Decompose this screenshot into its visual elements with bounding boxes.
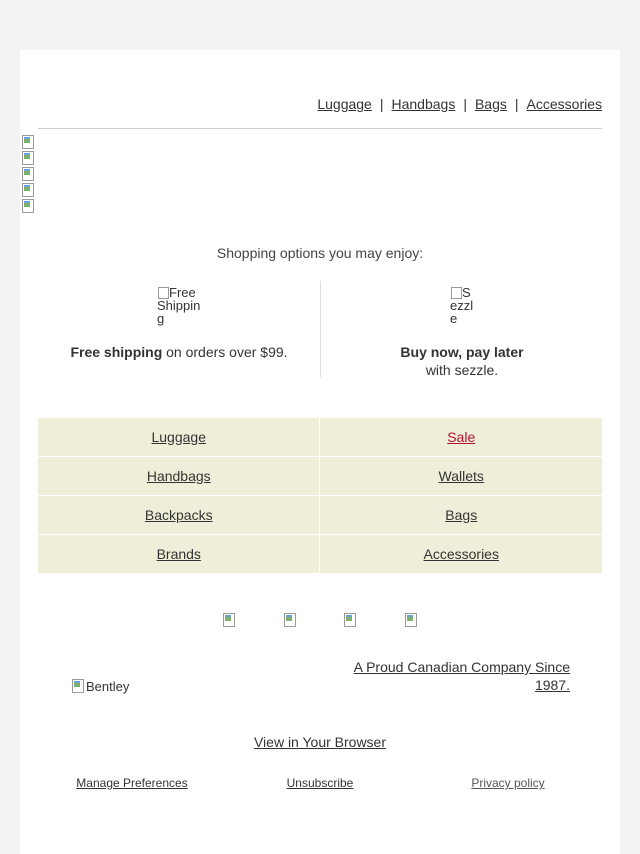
category-cell bbox=[38, 496, 320, 535]
social-icon[interactable] bbox=[221, 612, 237, 628]
social-links bbox=[20, 612, 620, 633]
broken-image-icon[interactable] bbox=[20, 150, 36, 166]
email-card bbox=[20, 50, 620, 854]
sezzle-option bbox=[320, 281, 603, 377]
category-cell bbox=[320, 535, 602, 574]
social-icon[interactable] bbox=[342, 612, 358, 628]
category-cell bbox=[320, 496, 602, 535]
category-sale[interactable]: Sale bbox=[447, 429, 476, 445]
divider bbox=[38, 128, 602, 129]
social-icon[interactable] bbox=[403, 612, 419, 628]
category-cell bbox=[320, 418, 602, 457]
manage-preferences-link[interactable]: Manage Preferences bbox=[76, 776, 188, 790]
nav-bags[interactable]: Bags bbox=[474, 96, 507, 112]
category-handbags[interactable]: Handbags bbox=[146, 468, 211, 484]
broken-image-icon[interactable] bbox=[20, 166, 36, 182]
sezzle-image bbox=[450, 286, 474, 326]
nav-separator: | bbox=[514, 96, 519, 112]
category-wallets[interactable]: Wallets bbox=[438, 468, 484, 484]
privacy-policy-link[interactable]: Privacy policy bbox=[471, 776, 545, 790]
banner-images bbox=[20, 134, 36, 214]
free-shipping-image-alt: Free Shipping bbox=[157, 286, 201, 326]
footer-links bbox=[20, 776, 620, 792]
view-in-browser-link[interactable]: View in Your Browser bbox=[253, 734, 387, 750]
nav-handbags[interactable]: Handbags bbox=[391, 96, 456, 112]
broken-image-icon[interactable] bbox=[20, 198, 36, 214]
broken-image-icon[interactable] bbox=[20, 134, 36, 150]
broken-image-icon bbox=[157, 286, 169, 298]
category-accessories[interactable]: Accessories bbox=[423, 546, 499, 562]
sezzle-image-alt: Sezzle bbox=[450, 286, 474, 326]
bentley-logo[interactable] bbox=[70, 678, 129, 695]
category-cell bbox=[38, 418, 320, 457]
sezzle-text bbox=[321, 343, 603, 379]
free-shipping-bold: Free shipping bbox=[70, 344, 163, 360]
broken-image-icon bbox=[450, 286, 462, 298]
nav-separator: | bbox=[379, 96, 384, 112]
broken-image-icon bbox=[70, 678, 86, 694]
sezzle-bold: Buy now, pay later bbox=[400, 344, 524, 360]
proud-canadian-link[interactable]: A Proud Canadian Company Since 1987. bbox=[353, 659, 570, 693]
nav-luggage[interactable]: Luggage bbox=[317, 96, 372, 112]
category-bags[interactable]: Bags bbox=[445, 507, 478, 523]
shopping-options bbox=[38, 281, 602, 377]
category-brands[interactable]: Brands bbox=[156, 546, 201, 562]
free-shipping-option bbox=[38, 281, 320, 377]
category-cell bbox=[38, 457, 320, 496]
view-in-browser bbox=[20, 733, 620, 751]
unsubscribe-link[interactable]: Unsubscribe bbox=[286, 776, 354, 790]
free-shipping-image bbox=[157, 286, 201, 326]
category-cell bbox=[38, 535, 320, 574]
bentley-logo-alt: Bentley bbox=[86, 679, 130, 694]
nav-separator: | bbox=[463, 96, 467, 112]
sezzle-detail: with sezzle. bbox=[425, 362, 499, 378]
category-backpacks[interactable]: Backpacks bbox=[144, 507, 213, 523]
social-icon[interactable] bbox=[282, 612, 298, 628]
free-shipping-detail: on orders over $99. bbox=[162, 344, 288, 360]
brand-row bbox=[70, 658, 570, 698]
category-grid bbox=[38, 417, 602, 574]
top-nav bbox=[20, 95, 602, 113]
free-shipping-text bbox=[38, 343, 320, 361]
category-cell bbox=[320, 457, 602, 496]
broken-image-icon[interactable] bbox=[20, 182, 36, 198]
shopping-options-title: Shopping options you may enjoy: bbox=[216, 245, 424, 261]
category-luggage[interactable]: Luggage bbox=[151, 429, 206, 445]
nav-accessories[interactable]: Accessories bbox=[526, 96, 602, 112]
